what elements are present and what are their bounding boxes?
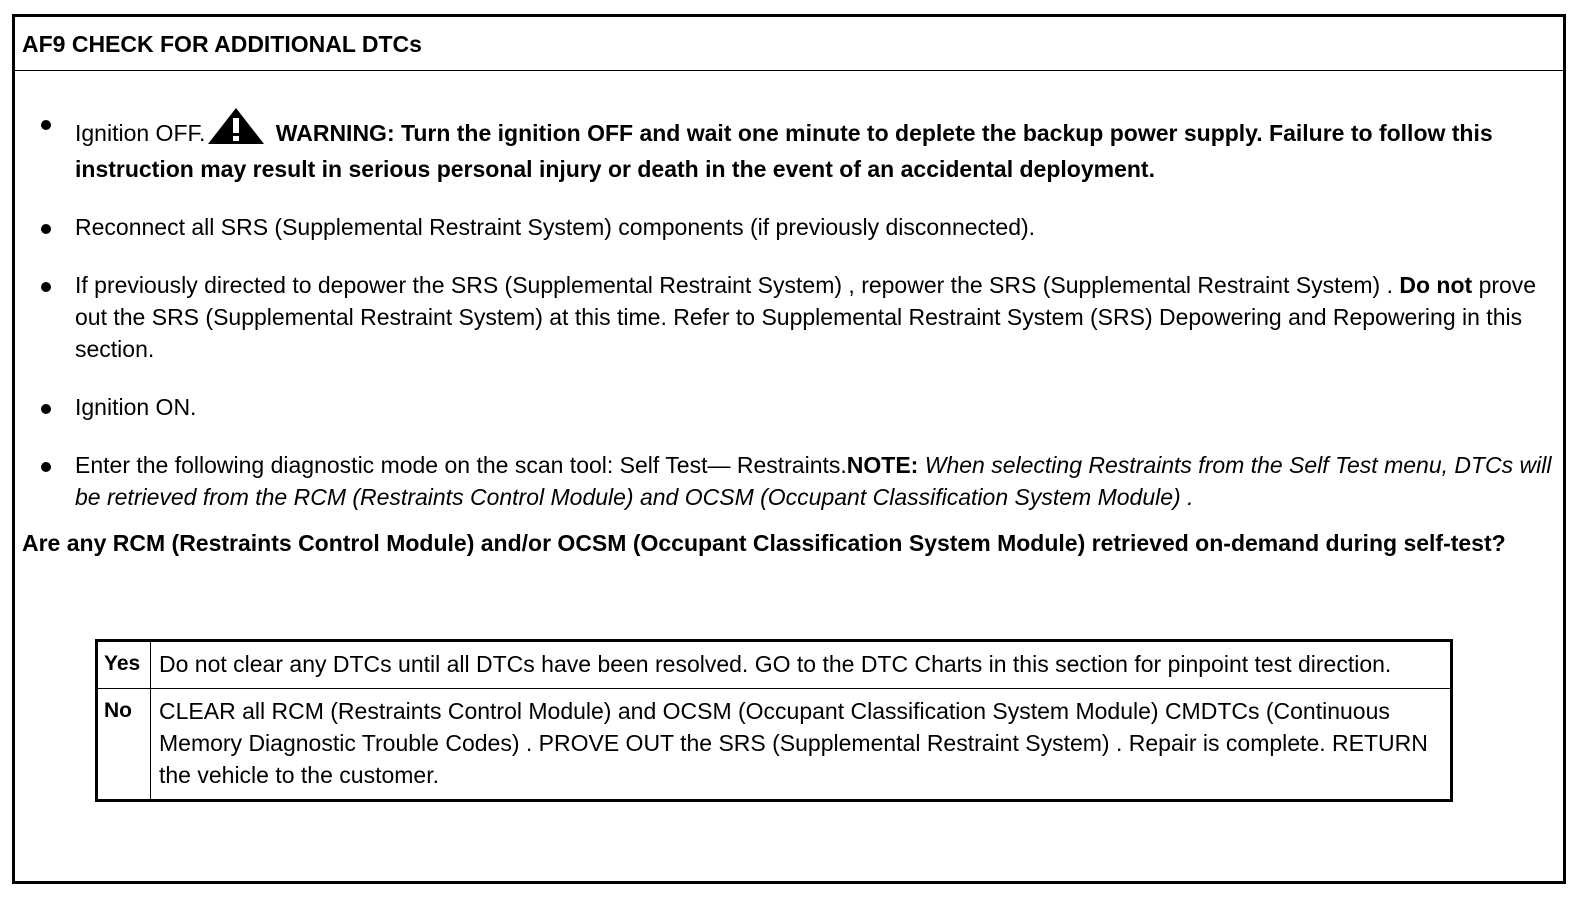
step-text: Enter the following diagnostic mode on the scan tool: Self Test— Restraints. [75,452,847,478]
list-item [15,211,1563,243]
step-list [15,107,1563,513]
warning-triangle-icon [207,107,265,153]
bullet-icon [41,282,51,292]
list-item [15,449,1563,513]
table-row [97,689,1452,801]
list-item [15,269,1563,365]
note-text: When selecting Restraints from the Self Test menu, DTCs will be retrieved from the RCM (Restraints Control Module) and OCSM (Occupant Classification System Module) . [75,452,1552,510]
bullet-icon [41,462,51,472]
step-text: Ignition ON. [75,394,197,420]
bullet-icon [41,224,51,234]
procedure-frame [12,14,1566,884]
result-key: No [97,689,151,801]
page-title: AF9 CHECK FOR ADDITIONAL DTCs [15,17,1563,71]
bullet-icon [41,404,51,414]
table-row [97,641,1452,689]
result-text: CLEAR all RCM (Restraints Control Module) and OCSM (Occupant Classification System Module) CMDTCs (Continuous Memory Diagnostic Trouble Codes) . PROVE OUT the SRS (Supplemental Restraint System) . Repair is complete. RETURN the vehicle to the customer. [151,689,1452,801]
result-text: Do not clear any DTCs until all DTCs have been resolved. GO to the DTC Charts in this section for pinpoint test direction. [151,641,1452,689]
warning-text: WARNING: Turn the ignition OFF and wait one minute to deplete the backup power supply. Failure to follow this instruction may result in serious personal injury or death in the event of an accidental deployment. [75,120,1493,182]
list-item [15,391,1563,423]
result-key: Yes [97,641,151,689]
list-item [15,107,1563,185]
step-emphasis: Do not [1399,272,1473,298]
question-text: Are any RCM (Restraints Control Module) and/or OCSM (Occupant Classification System Module) retrieved on-demand during self-test? [22,530,1506,556]
step-lead-text: Ignition OFF. [75,120,206,146]
bullet-icon [41,120,51,130]
step-text: If previously directed to depower the SRS (Supplemental Restraint System) , repower the SRS (Supplemental Restraint System) . [75,272,1393,298]
result-table [95,639,1453,802]
step-text: Reconnect all SRS (Supplemental Restraint System) components (if previously disconnected). [75,214,1036,240]
procedure-content [15,71,1563,559]
note-label: NOTE: [846,452,919,478]
step-text: prove out the SRS (Supplemental Restraint System) at this time. Refer to Supplemental Restraint System (SRS) Depowering and Repowering in this section. [75,272,1537,362]
